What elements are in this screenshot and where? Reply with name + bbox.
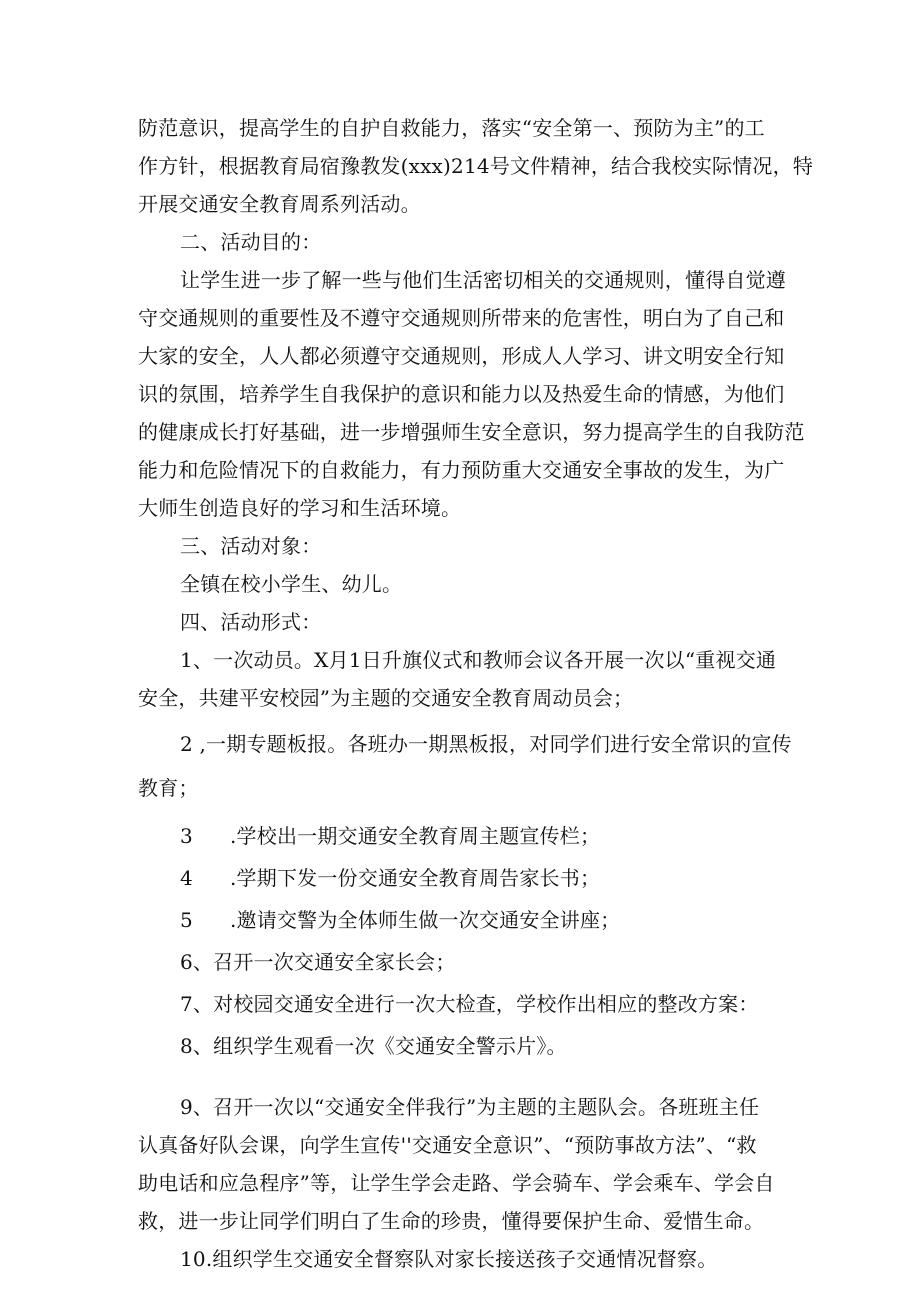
- purpose-line: 让学生进一步了解一些与他们生活密切相关的交通规则，懂得自觉遵: [180, 268, 786, 292]
- intro-line: 开展交通安全教育周系列活动。: [138, 192, 421, 216]
- item-9-line: 救，进一步让同学们明白了生命的珍贵，懂得要保护生命、爱惜生命。: [138, 1209, 765, 1233]
- purpose-line: 识的氛围，培养学生自我保护的意识和能力以及热爱生命的情感，为他们: [138, 382, 785, 406]
- purpose-line: 的健康成长打好基础，进一步增强师生安全意识，努力提高学生的自我防范: [138, 420, 805, 444]
- target-text: 全镇在校小学生、幼儿。: [180, 572, 403, 596]
- purpose-line: 大师生创造良好的学习和生活环境。: [138, 496, 462, 520]
- section2-heading: 二、活动目的：: [180, 230, 322, 254]
- item-7: 7、对校园交通安全进行一次大检查，学校作出相应的整改方案：: [180, 992, 759, 1016]
- section3-heading: 三、活动对象：: [180, 534, 322, 558]
- item-6: 6、召开一次交通安全家长会；: [180, 950, 456, 974]
- intro-line: 防范意识，提高学生的自护自救能力，落实“安全第一、预防为主”的工: [138, 116, 765, 140]
- item-4-text: .学期下发一份交通安全教育周告家长书；: [230, 866, 601, 890]
- purpose-line: 能力和危险情况下的自救能力，有力预防重大交通安全事故的发生，为广: [138, 458, 785, 482]
- item-9-line: 9、召开一次以“交通安全伴我行”为主题的主题队会。各班班主任: [180, 1095, 760, 1119]
- item-2-line: 教育；: [138, 776, 199, 800]
- item-2-line: 2 ,一期专题板报。各班办一期黑板报，对同学们进行安全常识的宣传: [180, 732, 792, 756]
- intro-line: 作方针，根据教育局宿豫教发(xxx)214号文件精神，结合我校实际情况，特: [138, 154, 814, 178]
- item-3-number: 3: [180, 824, 193, 848]
- section4-heading: 四、活动形式：: [180, 610, 322, 634]
- item-5-number: 5: [180, 908, 193, 932]
- item-3-text: .学校出一期交通安全教育周主题宣传栏；: [230, 824, 601, 848]
- item-9-line: 认真备好队会课，向学生宣传''交通安全意识”、“预防事故方法”、“救: [138, 1133, 757, 1157]
- item-10: 10.组织学生交通安全督察队对家长接送孩子交通情况督察。: [180, 1247, 718, 1271]
- item-9-line: 助电话和应急程序”等，让学生学会走路、学会骑车、学会乘车、学会自: [138, 1171, 775, 1195]
- purpose-line: 大家的安全，人人都必须遵守交通规则，形成人人学习、讲文明安全行知: [138, 344, 785, 368]
- item-4-number: 4: [180, 866, 193, 890]
- purpose-line: 守交通规则的重要性及不遵守交通规则所带来的危害性，明白为了自己和: [138, 306, 785, 330]
- item-1-line: 1、一次动员。X月1日升旗仪式和教师会议各开展一次以“重视交通: [180, 648, 777, 672]
- item-1-line: 安全，共建平安校园”为主题的交通安全教育周动员会；: [138, 686, 634, 710]
- item-5-text: .邀请交警为全体师生做一次交通安全讲座；: [230, 908, 621, 932]
- item-8: 8、组织学生观看一次《交通安全警示片》。: [180, 1034, 567, 1058]
